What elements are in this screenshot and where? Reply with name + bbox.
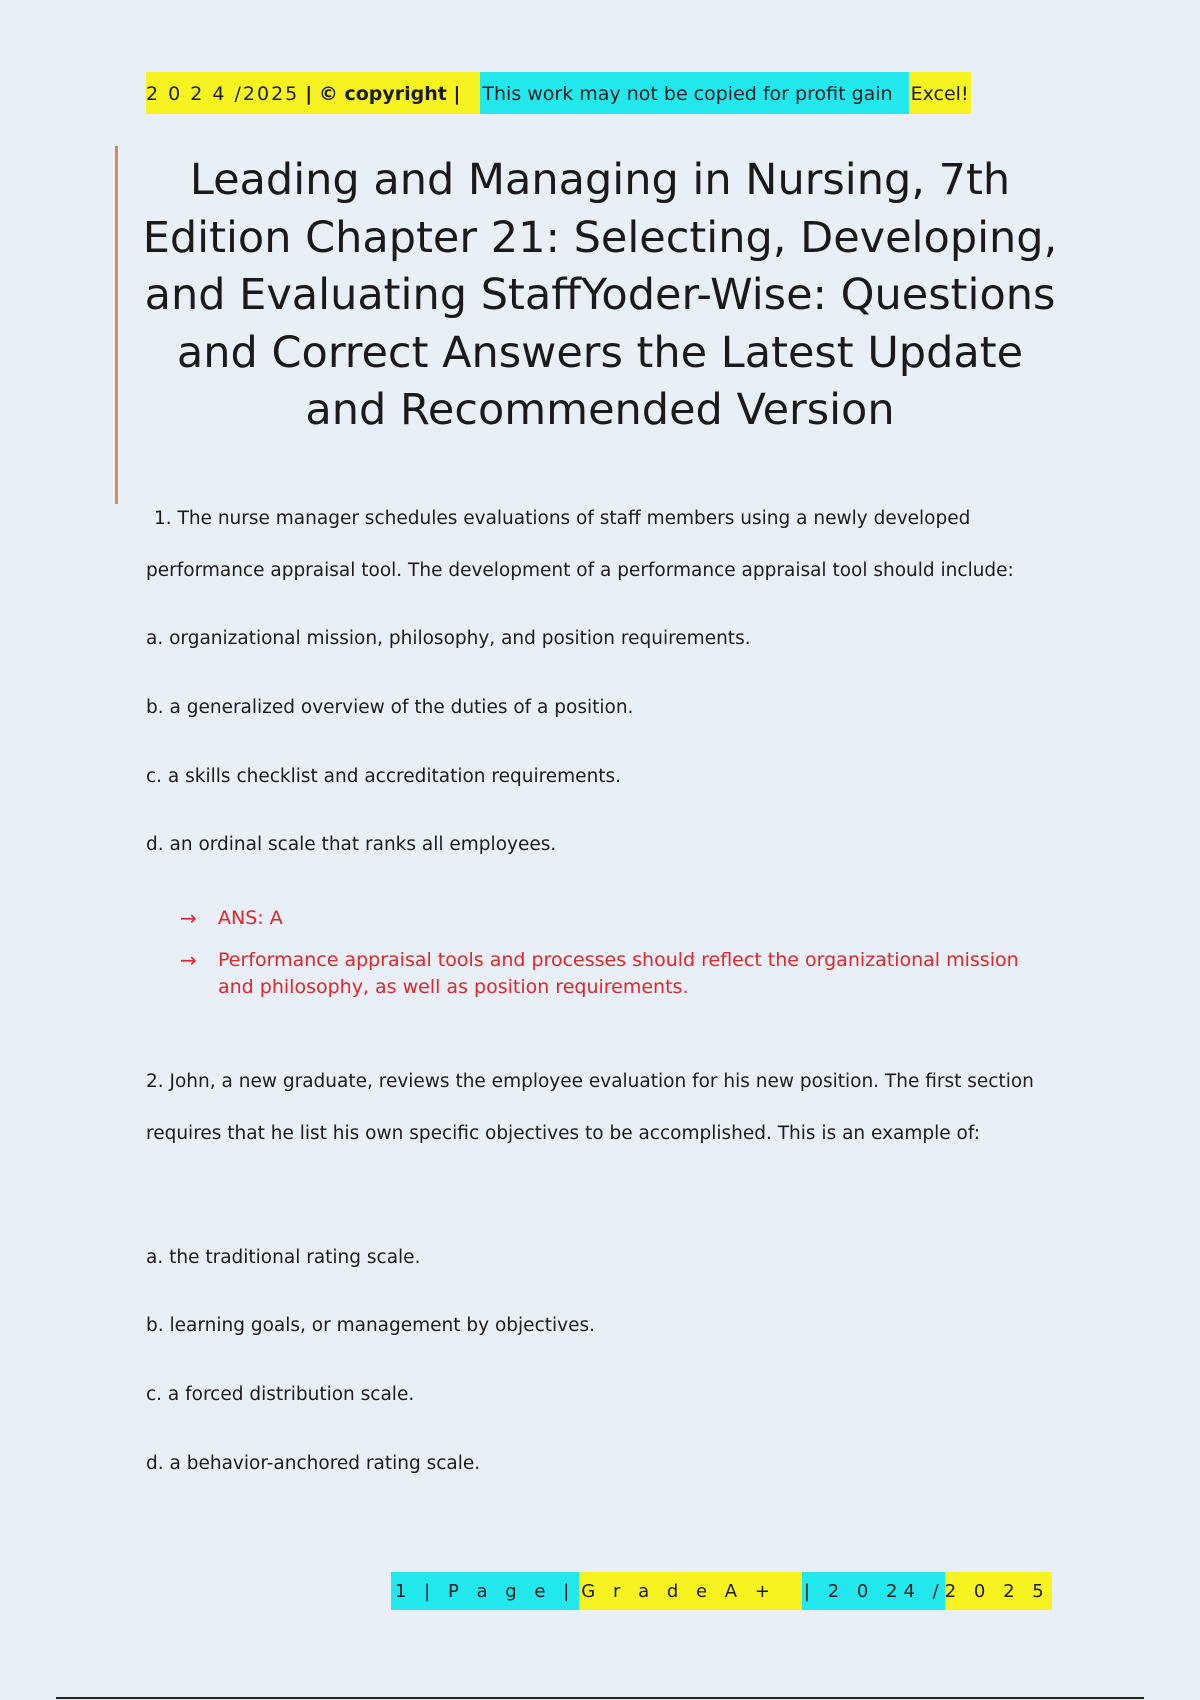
question-1-answer xyxy=(180,905,1050,932)
footer-year-start: | 2 0 24 / xyxy=(802,1572,945,1610)
question-2-option-a: a. the traditional rating scale. xyxy=(146,1247,421,1268)
header-copyright: | © copyright | xyxy=(305,72,480,114)
arrow-icon: → xyxy=(180,948,197,972)
header-notice: This work may not be copied for profit gain xyxy=(480,72,908,114)
document-title: Leading and Managing in Nursing, 7th Edition Chapter 21: Selecting, Developing, and Evaluating StaffYoder-Wise: Questions and Correct Answers the Latest Update and Recommended Version xyxy=(142,155,1058,435)
header-excel: Excel! xyxy=(909,72,971,114)
question-1-rationale xyxy=(180,947,1050,1001)
footer-year-end: 2 0 2 5 xyxy=(945,1572,1052,1610)
question-2-option-d: d. a behavior-anchored rating scale. xyxy=(146,1453,481,1474)
title-accent-bar xyxy=(115,146,118,504)
question-1-option-c: c. a skills checklist and accreditation requirements. xyxy=(146,766,622,787)
question-1-stem: 1. The nurse manager schedules evaluations of staff members using a newly developed performance appraisal tool. The development of a performance appraisal tool should include: xyxy=(146,508,1014,581)
footer-grade: G r a d e A + xyxy=(579,1572,802,1610)
page-footer xyxy=(391,1572,1052,1610)
footer-page-number: 1 | P a g e | xyxy=(391,1572,579,1610)
header-year: 2 0 2 4 /2025 xyxy=(146,72,305,114)
question-1-option-b: b. a generalized overview of the duties of a position. xyxy=(146,697,634,718)
rationale-text: Performance appraisal tools and processes should reflect the organizational mission and philosophy, as well as position requirements. xyxy=(218,949,1019,998)
question-2-option-b: b. learning goals, or management by objectives. xyxy=(146,1315,595,1336)
question-1-option-d: d. an ordinal scale that ranks all employees. xyxy=(146,834,557,855)
page-bottom-rule xyxy=(56,1697,1144,1699)
header-banner xyxy=(146,72,971,114)
question-2-stem: 2. John, a new graduate, reviews the employee evaluation for his new position. The first section requires that he list his own specific objectives to be accomplished. This is an example of: xyxy=(146,1071,1034,1144)
answer-text: ANS: A xyxy=(218,907,283,929)
question-2-option-c: c. a forced distribution scale. xyxy=(146,1384,415,1405)
arrow-icon: → xyxy=(180,906,197,930)
question-1-option-a: a. organizational mission, philosophy, and position requirements. xyxy=(146,628,751,649)
